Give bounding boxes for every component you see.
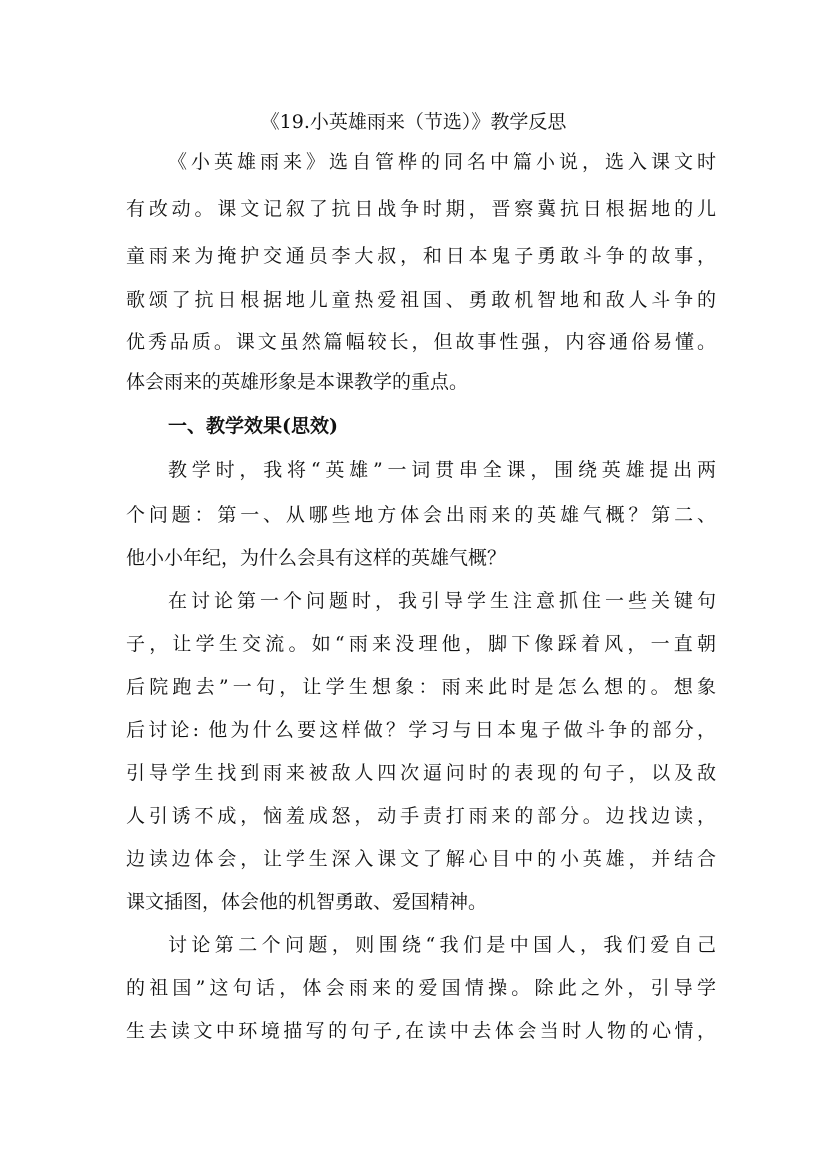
paragraph-3-line-6: 人引诱不成，恼羞成怒，动手责打雨来的部分。边找边读，: [126, 805, 716, 827]
paragraph-3-line-3: 后院跑去”一句，让学生想象：雨来此时是怎么想的。想象: [126, 676, 716, 698]
paragraph-1-line-4: 歌颂了抗日根据地儿童热爱祖国、勇敢机智地和敌人斗争的: [126, 289, 716, 311]
paragraph-3-line-5: 引导学生找到雨来被敌人四次逼问时的表现的句子，以及敌: [126, 762, 716, 784]
section-heading: 一、教学效果(思效): [168, 415, 338, 437]
paragraph-3-line-7: 边读边体会，让学生深入课文了解心目中的小英雄，并结合: [126, 848, 716, 870]
paragraph-1-line-6: 体会雨来的英雄形象是本课教学的重点。: [126, 371, 469, 393]
paragraph-3-line-8: 课文插图，体会他的机智勇敢、爱国精神。: [126, 891, 488, 913]
paragraph-2-line-3: 他小小年纪，为什么会具有这样的英雄气概？: [126, 547, 507, 569]
paragraph-3-line-1: 在讨论第一个问题时，我引导学生注意抓住一些关键句: [168, 590, 716, 612]
paragraph-2-line-2: 个问题：第一、从哪些地方体会出雨来的英雄气概？第二、: [126, 504, 716, 526]
paragraph-1-line-1: 《小英雄雨来》选自管桦的同名中篇小说，选入课文时: [168, 151, 716, 173]
paragraph-4-line-1: 讨论第二个问题，则围绕“我们是中国人，我们爱自己: [168, 934, 716, 956]
paragraph-4-line-2: 的祖国”这句话，体会雨来的爱国情操。除此之外，引导学: [126, 977, 716, 999]
paragraph-1-line-3: 童雨来为掩护交通员李大叔，和日本鬼子勇敢斗争的故事，: [126, 245, 716, 267]
paragraph-3-line-2: 子，让学生交流。如“雨来没理他，脚下像踩着风，一直朝: [126, 633, 716, 655]
paragraph-1-line-5: 优秀品质。课文虽然篇幅较长，但故事性强，内容通俗易懂。: [126, 331, 716, 353]
document-title: 《19.小英雄雨来（节选）》教学反思: [260, 111, 567, 133]
paragraph-3-line-4: 后讨论: 他为什么要这样做？学习与日本鬼子做斗争的部分，: [126, 719, 716, 741]
paragraph-1-line-2: 有改动。课文记叙了抗日战争时期，晋察冀抗日根据地的儿: [126, 198, 716, 220]
paragraph-2-line-1: 教学时，我将“英雄”一词贯串全课，围绕英雄提出两: [168, 459, 716, 481]
paragraph-4-line-3: 生去读文中环境描写的句子,在读中去体会当时人物的心情，: [126, 1020, 716, 1042]
